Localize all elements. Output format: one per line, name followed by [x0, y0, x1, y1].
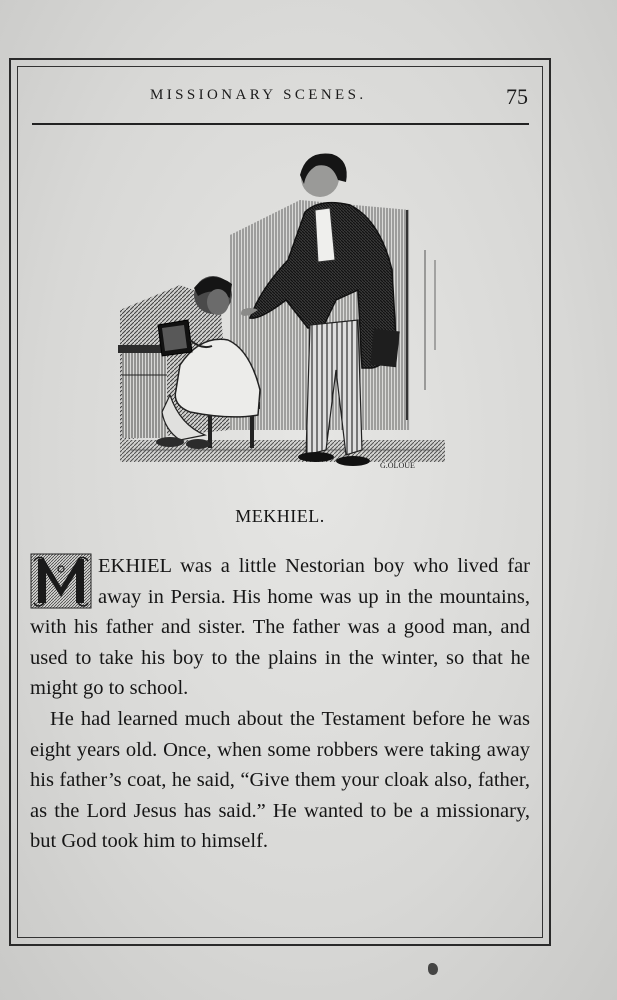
- engraver-signature: G.OLOUE: [380, 461, 415, 470]
- running-head: MISSIONARY SCENES.: [150, 87, 367, 103]
- page-number: 75: [506, 84, 528, 109]
- header-rule: [32, 123, 529, 125]
- paragraph-1-text: EKHIEL was a little Nestorian boy who lived far away in Persia. His home was up in the mountains, with his father and sister. The father was a good man, and used to take his boy to the plains in the winter, so that he might go to school.: [30, 555, 530, 700]
- illustration-caption: MEKHIEL.: [235, 506, 325, 526]
- ink-mark: [428, 963, 438, 975]
- dropcap-letter: M: [30, 553, 31, 554]
- body-text: [30, 551, 530, 857]
- paragraph-1: [30, 551, 530, 704]
- ornamental-dropcap: [30, 553, 92, 609]
- fireplace-ledge: [118, 345, 173, 438]
- paragraph-2: He had learned much about the Testament before he was eight years old. Once, when some robbers were taking away his father’s coat, he said, “Give them your cloak also, father, as the Lord Jesus has said.” He wanted to be a missionary, but God took him to himself.: [30, 707, 530, 853]
- engraving-illustration: [110, 150, 455, 475]
